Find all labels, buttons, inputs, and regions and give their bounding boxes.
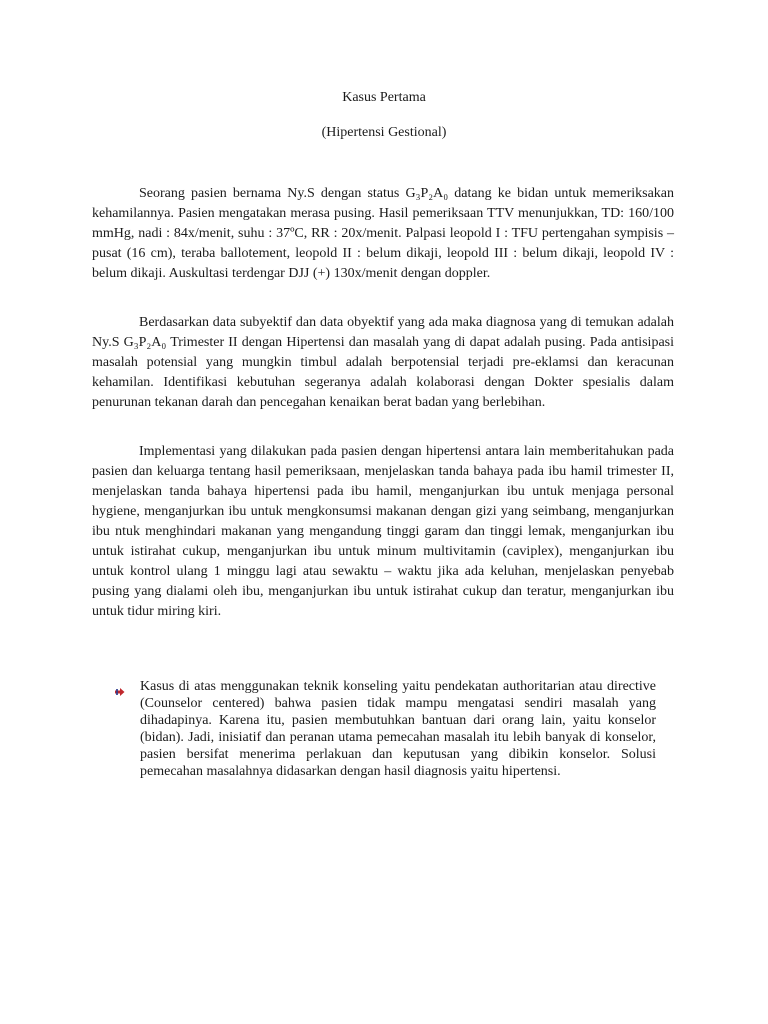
- arrow-bullet-icon-graphic: [115, 687, 125, 697]
- paragraph-text: Seorang pasien bernama Ny.S dengan status G₃P₂A₀ datang ke bidan untuk memeriksakan kehamilannya. Pasien mengatakan merasa pusing. Hasil pemeriksaan TTV menunjukkan, TD: 160/100 mmHg, nadi : 84x/menit, suhu : 37ºC, RR : 20x/menit. Palpasi leopold I : TFU pertengahan sympisis – pusat (16 cm), teraba ballotement, leopold II : belum dikaji, leopold III : belum dikaji, leopold IV : belum dikaji. Auskultasi terdengar DJJ (+) 130x/menit dengan doppler.: [92, 186, 674, 281]
- arrow-bullet-icon: [115, 684, 125, 694]
- paragraph-text: Berdasarkan data subyektif dan data obyektif yang ada maka diagnosa yang di temukan adalah Ny.S G₃P₂A₀ Trimester II dengan Hipertensi dan masalah yang di dapat adalah pusing. Pada antisipasi masalah potensial yang mungkin timbul adalah berpotensial terjadi pre-eklamsi dan keracunan kehamilan. Identifikasi kebutuhan segeranya adalah kolaborasi dengan Dokter spesialis dalam penurunan tekanan darah dan pencegahan kenaikan berat badan yang berlebihan.: [92, 315, 674, 410]
- paragraph-implementation: [92, 442, 674, 622]
- paragraph-diagnosis: [92, 313, 674, 413]
- paragraph-text: Implementasi yang dilakukan pada pasien dengan hipertensi antara lain memberitahukan pada pasien dan keluarga tentang hasil pemeriksaan, menjelaskan tanda bahaya pada ibu hamil trimester II, menjelaskan tanda bahaya hipertensi pada ibu hamil, menganjurkan ibu untuk menjaga personal hygiene, menganjurkan ibu untuk mengkonsumsi makanan dengan gizi yang seimbang, menganjurkan ibu ntuk menghindari makanan yang mengandung tinggi garam dan tinggi lemak, menganjurkan ibu untuk istirahat cukup, menganjurkan ibu untuk minum multivitamin (caviplex), menganjurkan ibu untuk kontrol ulang 1 minggu lagi atau sewaktu – waktu jika ada keluhan, menjelaskan penyebab pusing yang dialami oleh ibu, menganjurkan ibu untuk istirahat cukup dan teratur, menganjurkan ibu untuk tidur miring kiri.: [92, 444, 674, 619]
- bullet-text: Kasus di atas menggunakan teknik konseling yaitu pendekatan authoritarian atau directive (Counselor centered) bahwa pasien tidak mampu mengatasi sendiri masalah yang dihadapinya. Karena itu, pasien membutuhkan bantuan dari orang lain, yaitu konselor (bidan). Jadi, inisiatif dan peranan utama pemecahan masalah itu lebih banyak di konselor, pasien bersifat menerima perlakuan dan keputusan yang dibikin konselor. Solusi pemecahan masalahnya didasarkan dengan hasil diagnosis yaitu hipertensi.: [140, 679, 656, 780]
- paragraph-case-description: [92, 184, 674, 284]
- document-subtitle: (Hipertensi Gestional): [321, 125, 447, 140]
- document-title: Kasus Pertama: [342, 90, 426, 105]
